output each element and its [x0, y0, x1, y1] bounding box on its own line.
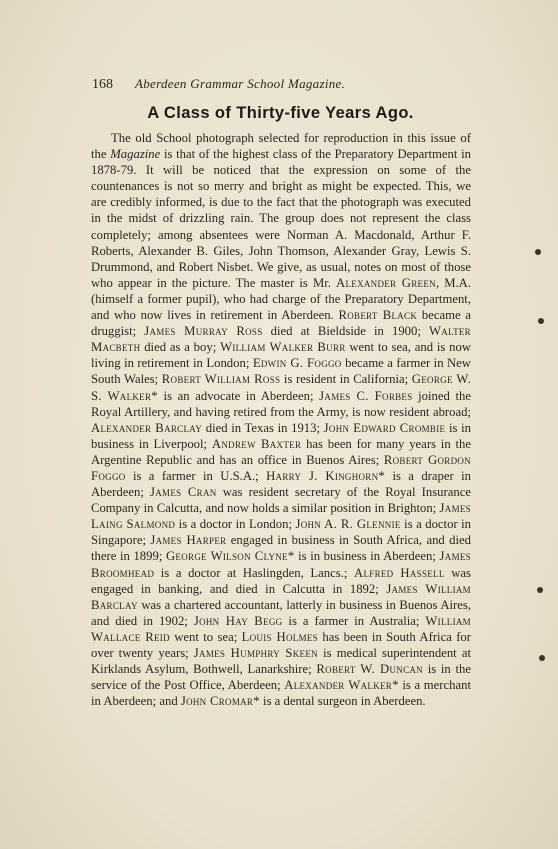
pupil-name: Walter Macbeth	[91, 324, 471, 355]
pupil-name: Edwin G. Foggo	[252, 356, 342, 371]
page-header	[92, 76, 472, 93]
pupil-note: was engaged in banking, and died in Calcutta in 1892;	[91, 565, 471, 596]
pupil-name: Robert Black	[338, 308, 418, 323]
running-title: Aberdeen Grammar School Magazine.	[135, 76, 346, 91]
pupil-note: was resident secretary of the Royal Insurance Company in Calcutta, and now holds a similar position in Brighton;	[91, 485, 471, 516]
page-number: 168	[92, 77, 113, 92]
pupil-note: is in business in Liverpool;	[91, 420, 471, 451]
pupil-note: is medical superintendent at Kirklands Asylum, Bothwell, Lanarkshire;	[91, 646, 471, 677]
pupil-name: James Laing Salmond	[91, 501, 471, 532]
pupil-note: has been in South Africa for over twenty years;	[91, 629, 471, 660]
pupil-note: was a chartered accountant, latterly in business in Buenos Aires, and died in 1902;	[91, 597, 471, 628]
article-title: A Class of Thirty-five Years Ago.	[147, 104, 414, 122]
pupil-note: went to sea;	[169, 629, 242, 644]
pupil-entries	[91, 308, 471, 708]
pupil-note: died in Texas in 1913;	[202, 420, 324, 435]
master-description: , M.A. (himself a former pupil), who had charge of the Preparatory Department, and who now lives in retirement in Aberdeen.	[91, 275, 471, 323]
master-name: Alexander Green	[336, 275, 436, 290]
pupil-name: Andrew Baxter	[211, 436, 302, 451]
pupil-note: is a merchant in Aberdeen; and	[91, 678, 471, 709]
pupil-note: joined the Royal Artillery, and having retired from the Army, is now resident abroad;	[91, 388, 471, 419]
pupil-name: George Wilson Clyne*	[165, 549, 295, 564]
margin-spot	[535, 249, 541, 255]
pupil-note: died at Bieldside in 1900;	[262, 324, 430, 339]
pupil-note: is in business in Aberdeen;	[294, 549, 440, 564]
intro-text: The old School photograph selected for reproduction in this issue of the	[91, 131, 471, 162]
pupil-name: John Edward Crombie	[323, 420, 446, 435]
margin-spot	[537, 587, 543, 593]
pupil-note: is a farmer in Australia;	[282, 613, 426, 628]
pupil-name: Robert Gordon Foggo	[91, 452, 471, 483]
pupil-name: George W. S. Walker*	[91, 372, 471, 403]
pupil-name: Alfred Hassell	[354, 565, 445, 580]
intro-text-continued: is that of the highest class of the Preparatory Department in 1878-79. It will be noticed that the expression on some of the countenances is not so merry and bright as might be expected. This, we are credibly informed, is due to the fact that the photograph was executed in the midst of drizzling rain. The group does not represent the class completely; among absentees were Norman A. Macdonald, Arthur F. Roberts, Alexander B. Giles, John Thomson, Alexander Gray, Lewis S. Drummond, and Robert Nisbet. We give, as usual, notes on most of those who appear in the picture. The master is Mr.	[91, 147, 471, 290]
pupil-note: is resident in California;	[280, 372, 412, 387]
pupil-note: is an advocate in Aberdeen;	[157, 388, 320, 403]
pupil-name: James Cran	[150, 485, 217, 500]
pupil-note: is a doctor at Haslingden, Lancs.;	[154, 565, 355, 580]
pupil-note: has been for many years in the Argentine Republic and has an office in Buenos Aires;	[91, 436, 471, 467]
pupil-name: William Wallace Reid	[91, 613, 471, 644]
pupil-name: James William Barclay	[91, 581, 471, 612]
pupil-name: James Humphry Skeen	[193, 646, 318, 660]
pupil-note: became a druggist;	[91, 308, 471, 339]
pupil-note: is in the service of the Post Office, Aberdeen;	[91, 662, 471, 693]
pupil-note: is a farmer in U.S.A.;	[125, 468, 267, 483]
pupil-note: engaged in business in South Africa, and died there in 1899;	[91, 533, 471, 564]
pupil-note: is a doctor in London;	[175, 517, 296, 532]
pupil-name: James Murray Ross	[144, 324, 263, 339]
pupil-note: is a doctor in Singapore;	[91, 517, 471, 548]
pupil-name: William Walker Burr	[220, 340, 346, 355]
article-paragraph	[91, 130, 471, 709]
pupil-note: became a farmer in New South Wales;	[91, 356, 471, 387]
pupil-note: is a dental surgeon in Aberdeen.	[259, 694, 426, 709]
article-body	[91, 130, 471, 709]
pupil-name: John Hay Begg	[193, 613, 283, 628]
pupil-name: James Harper	[150, 533, 227, 548]
pupil-note: went to sea, and is now living in retirement in London;	[91, 340, 471, 371]
pupil-note: is a draper in Aberdeen;	[91, 468, 471, 500]
pupil-name: Harry J. Kinghorn*	[266, 468, 386, 483]
margin-spot	[539, 655, 545, 661]
pupil-name: James C. Forbes	[319, 388, 413, 403]
pupil-name: John Cromar*	[180, 694, 260, 709]
margin-spot	[538, 318, 544, 324]
magazine-word: Magazine	[110, 147, 161, 162]
pupil-name: Robert William Ross	[161, 372, 281, 387]
pupil-name: Alexander Barclay	[91, 420, 203, 435]
pupil-name: John A. R. Glennie	[295, 517, 401, 532]
pupil-name: Alexander Walker*	[284, 678, 399, 693]
pupil-name: James Broomhead	[91, 549, 471, 580]
pupil-note: died as a boy;	[140, 340, 221, 355]
pupil-name: Robert W. Duncan	[316, 662, 423, 677]
pupil-name: Louis Holmes	[241, 629, 318, 644]
